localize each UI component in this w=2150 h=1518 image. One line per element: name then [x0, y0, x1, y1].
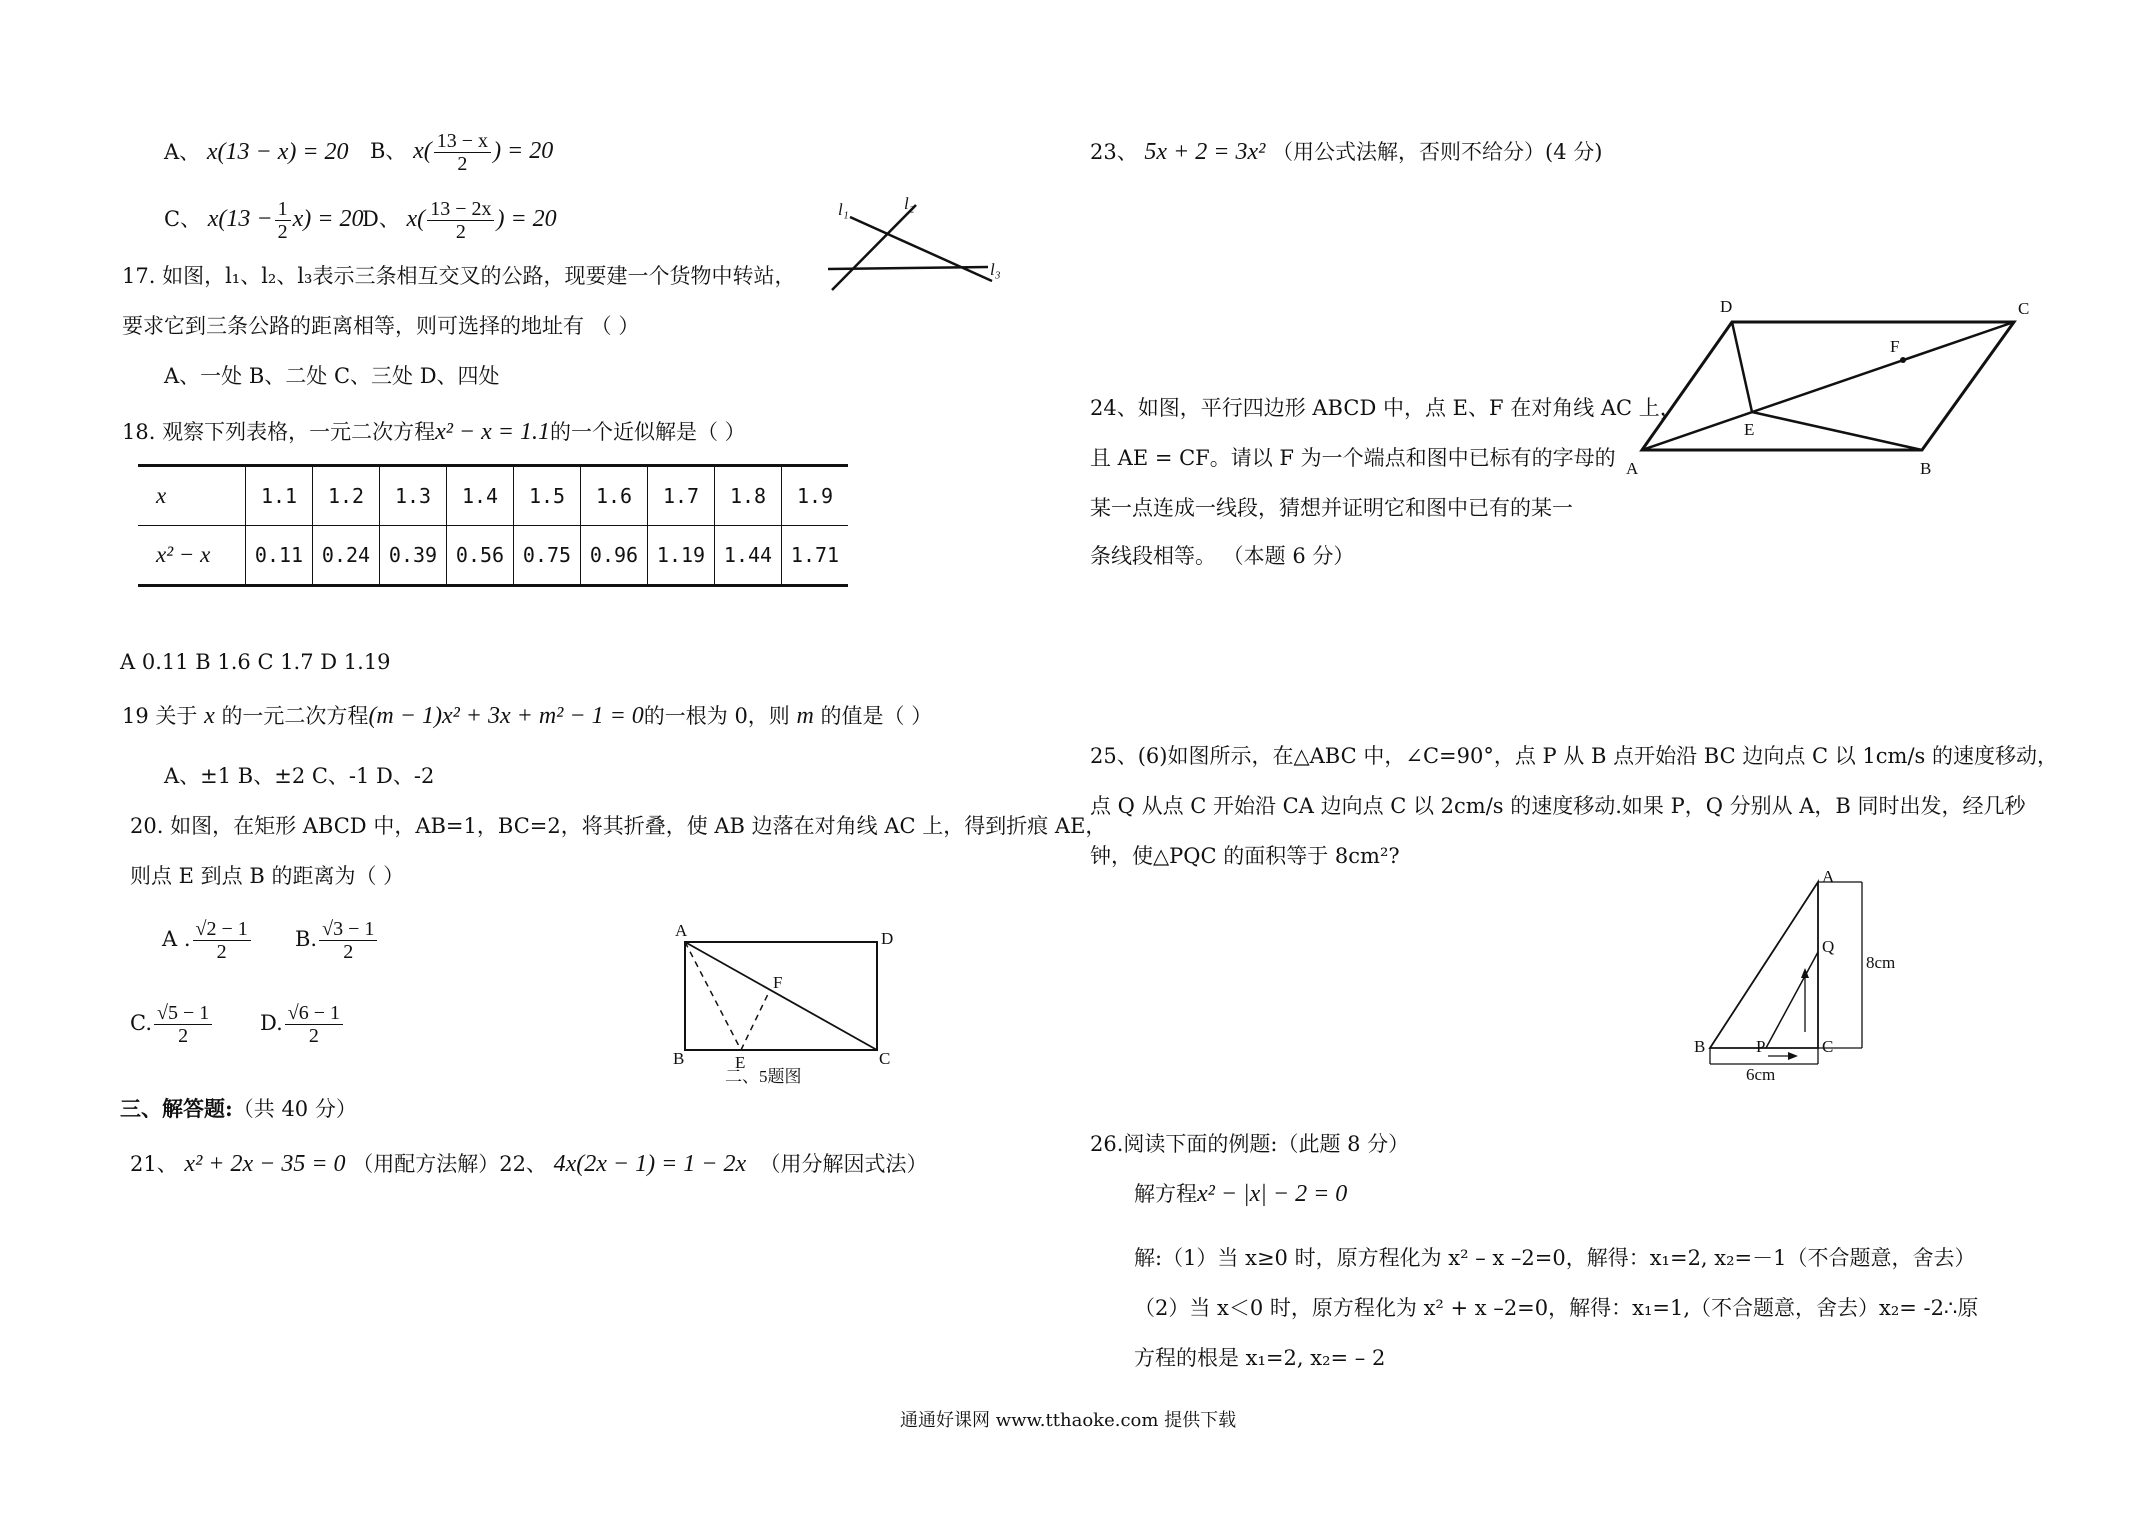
point-f	[1900, 357, 1906, 363]
q17-stem-line1: 17. 如图，l₁、l₂、l₃表示三条相互交叉的公路，现要建一个货物中转站，	[122, 264, 796, 288]
label-f: F	[773, 973, 783, 992]
table-cell: 0.39	[380, 526, 447, 586]
q20-option-b: B. $\frac{√3 - 1}{2}$	[295, 918, 379, 963]
label-a: A	[675, 921, 688, 940]
label-e: E	[1744, 420, 1755, 439]
q26-case2: （2）当 x＜0 时，原方程化为 x² + x –2=0，解得：x₁=1,（不合题意，舍去）x₂= -2∴原	[1134, 1296, 1979, 1320]
label-l2: l₂	[904, 194, 915, 213]
table-cell: 1.71	[782, 526, 849, 586]
q20-option-c: C. $\frac{√5 - 1}{2}$	[130, 1002, 214, 1047]
q24-line1: 24、如图，平行四边形 ABCD 中，点 E、F 在对角线 AC 上，	[1090, 396, 1681, 420]
table-head: x² − x	[156, 542, 211, 567]
q20-figure	[665, 912, 905, 1086]
q16-option-d: D、 x( $\frac{13 - 2x}{2}$ ) = 20	[362, 198, 557, 243]
table-cell: 1.19	[648, 526, 715, 586]
figure-caption: 二、5题图	[725, 1067, 802, 1086]
q17-stem-line2: 要求它到三条公路的距离相等，则可选择的地址有 （ ）	[122, 314, 640, 338]
footer: 通通好课网 www.tthaoke.com 提供下载	[900, 1410, 1237, 1431]
segment-de	[1732, 322, 1752, 412]
table-cell: 1.9	[782, 466, 849, 526]
q26-equation: 解方程x² − |x| − 2 = 0	[1134, 1181, 1348, 1207]
label-a: A	[1822, 867, 1835, 886]
table-row	[138, 526, 848, 586]
q16-option-c: C、 x(13 − $\frac{1}{2}$ x) = 20	[164, 198, 364, 243]
q24-line3: 某一点连成一线段，猜想并证明它和图中已有的某一	[1090, 496, 1573, 520]
q16-option-b: B、 x( $\frac{13 - x}{2}$ ) = 20	[370, 130, 554, 175]
label-6cm: 6cm	[1746, 1065, 1776, 1084]
table-cell: 1.7	[648, 466, 715, 526]
table-cell: 1.5	[514, 466, 581, 526]
q24-line4: 条线段相等。 （本题 6 分）	[1090, 544, 1355, 568]
q25-line3: 钟，使△PQC 的面积等于 8cm²?	[1090, 844, 1400, 868]
q25-figure	[1690, 867, 1896, 1090]
q18-options: A 0.11 B 1.6 C 1.7 D 1.19	[120, 650, 391, 674]
segment-ef	[741, 992, 769, 1050]
table-cell: 1.4	[447, 466, 514, 526]
q24-figure	[1620, 290, 2040, 490]
q26-case1: 解:（1）当 x≥0 时，原方程化为 x² – x –2=0，解得：x₁=2, x₂=－1（不合题意，舍去）	[1134, 1246, 1976, 1270]
table-cell: 1.44	[715, 526, 782, 586]
label-c: C	[2018, 299, 2030, 318]
label-p: P	[1756, 1037, 1766, 1056]
q17-figure	[820, 195, 1010, 295]
label-c: C	[879, 1049, 891, 1068]
table-cell: 0.11	[246, 526, 313, 586]
segment-eb	[1752, 412, 1922, 450]
label-b: B	[673, 1049, 685, 1068]
q21-q22: 21、 x² + 2x − 35 = 0 （用配方法解）22、 4x(2x − 1) = 1 − 2x （用分解因式法）	[130, 1151, 928, 1177]
label-f: F	[1890, 337, 1900, 356]
label-b: B	[1920, 459, 1932, 478]
q25-line1: 25、(6)如图所示，在△ABC 中，∠C=90°，点 P 从 B 点开始沿 BC 边向点 C 以 1cm/s 的速度移动，	[1090, 744, 2058, 768]
label-c: C	[1822, 1037, 1834, 1056]
label-8cm: 8cm	[1866, 953, 1896, 972]
label-a: A	[1626, 459, 1639, 478]
q17-options: A、一处 B、二处 C、三处 D、四处	[164, 364, 500, 388]
q19-options: A、±1 B、±2 C、-1 D、-2	[164, 764, 435, 788]
label-e: E	[735, 1053, 746, 1072]
table-cell: 0.75	[514, 526, 581, 586]
q26-line1: 26.阅读下面的例题:（此题 8 分）	[1090, 1132, 1410, 1156]
label-d: D	[881, 929, 894, 948]
q25-line2: 点 Q 从点 C 开始沿 CA 边向点 C 以 2cm/s 的速度移动.如果 P，Q 分别从 A，B 同时出发，经几秒	[1090, 794, 2026, 818]
table-cell: 0.56	[447, 526, 514, 586]
label-l3: l₃	[990, 260, 1001, 279]
q18-stem: 18. 观察下列表格，一元二次方程x² − x = 1.1的一个近似解是（ ）	[122, 419, 746, 445]
table-cell: 1.8	[715, 466, 782, 526]
diagonal-ac	[685, 942, 877, 1050]
triangle-abc	[1710, 882, 1818, 1048]
q20-stem-line1: 20. 如图，在矩形 ABCD 中，AB=1，BC=2，将其折叠，使 AB 边落在对角线 AC 上，得到折痕 AE，	[130, 814, 1107, 838]
table-head: x	[138, 466, 246, 526]
label-q: Q	[1822, 937, 1835, 956]
table-cell: 1.2	[313, 466, 380, 526]
table-cell: 1.1	[246, 466, 313, 526]
label-l1: l₁	[838, 200, 849, 219]
q16-option-a: A、 x(13 − x) = 20	[164, 139, 349, 165]
section-3-heading: 三、解答题:（共 40 分）	[120, 1096, 357, 1121]
q24-line2: 且 AE = CF。请以 F 为一个端点和图中已标有的字母的	[1090, 446, 1616, 470]
q20-stem-line2: 则点 E 到点 B 的距离为（ ）	[130, 864, 405, 888]
label-b: B	[1694, 1037, 1706, 1056]
table-cell: 1.3	[380, 466, 447, 526]
table-row	[138, 466, 848, 526]
table-cell: 0.96	[581, 526, 648, 586]
table-cell: 0.24	[313, 526, 380, 586]
label-d: D	[1720, 297, 1733, 316]
q26-roots: 方程的根是 x₁=2, x₂= – 2	[1134, 1346, 1386, 1370]
q20-option-d: D. $\frac{√6 - 1}{2}$	[260, 1002, 345, 1047]
q18-value-table	[138, 464, 848, 587]
q20-option-a: A . $\frac{√2 - 1}{2}$	[162, 918, 253, 963]
diagonal-ac	[1642, 322, 2014, 450]
q19-stem: 19 关于 x 的一元二次方程(m − 1)x² + 3x + m² − 1 = 0的一根为 0，则 m 的值是（ ）	[122, 703, 933, 729]
segment-pq	[1766, 952, 1818, 1048]
q23: 23、 5x + 2 = 3x² （用公式法解，否则不给分）(4 分)	[1090, 139, 1603, 165]
table-cell: 1.6	[581, 466, 648, 526]
